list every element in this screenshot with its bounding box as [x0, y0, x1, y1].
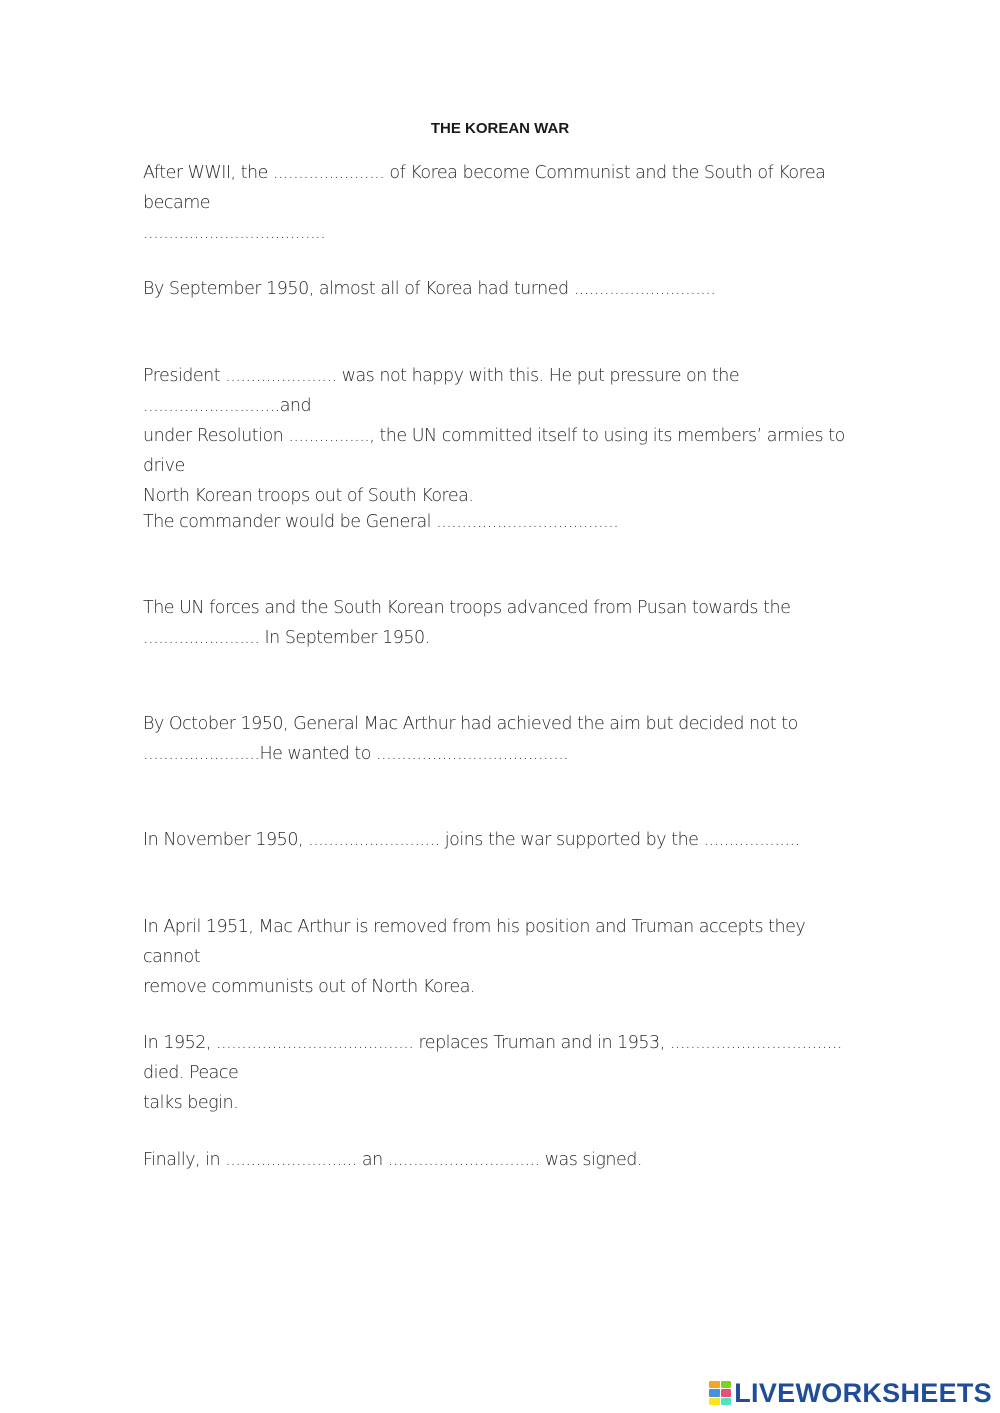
paragraph-line: In 1952, ....................................... replaces Truman and in 1953, .................................. died. Peace: [143, 1033, 842, 1083]
paragraph-3: [143, 361, 863, 511]
paragraph-7: [143, 825, 863, 855]
paragraph-6: [143, 709, 863, 769]
paragraph-line: talks begin.: [143, 1093, 239, 1113]
paragraph-line: The commander would be General ....................................: [143, 512, 619, 532]
paragraph-line: ....................... In September 1950.: [143, 628, 430, 648]
paragraph-10: [143, 1145, 863, 1175]
paragraph-line: By September 1950, almost all of Korea had turned ............................: [143, 279, 716, 299]
liveworksheets-logo[interactable]: [709, 1379, 992, 1407]
liveworksheets-logo-icon: [709, 1381, 731, 1405]
paragraph-line: After WWII, the ...................... of Korea become Communist and the South of Korea became: [143, 163, 826, 213]
paragraph-line: In November 1950, .......................... joins the war supported by the ...................: [143, 830, 800, 850]
paragraph-2: [143, 274, 863, 304]
paragraph-8: [143, 912, 863, 1002]
paragraph-line: By October 1950, General Mac Arthur had achieved the aim but decided not to: [143, 714, 798, 734]
worksheet-title: THE KOREAN WAR: [430, 120, 570, 137]
liveworksheets-logo-text: LIVEWORKSHEETS: [734, 1377, 992, 1408]
paragraph-4: [143, 507, 863, 537]
paragraph-line: North Korean troops out of South Korea.: [143, 486, 474, 506]
paragraph-line: In April 1951, Mac Arthur is removed from his position and Truman accepts they cannot: [143, 917, 806, 967]
paragraph-line: President ...................... was not happy with this. He put pressure on the ...........................and: [143, 366, 740, 416]
paragraph-line: under Resolution ................, the UN committed itself to using its members’ armies to drive: [143, 426, 845, 476]
paragraph-line: ....................................: [143, 223, 326, 243]
paragraph-line: remove communists out of North Korea.: [143, 977, 475, 997]
paragraph-5: [143, 593, 863, 653]
paragraph-line: The UN forces and the South Korean troops advanced from Pusan towards the: [143, 598, 791, 618]
paragraph-9: [143, 1028, 863, 1118]
paragraph-1: [143, 158, 863, 248]
paragraph-line: Finally, in .......................... an .............................. was signed.: [143, 1150, 642, 1170]
paragraph-line: .......................He wanted to ......................................: [143, 744, 569, 764]
